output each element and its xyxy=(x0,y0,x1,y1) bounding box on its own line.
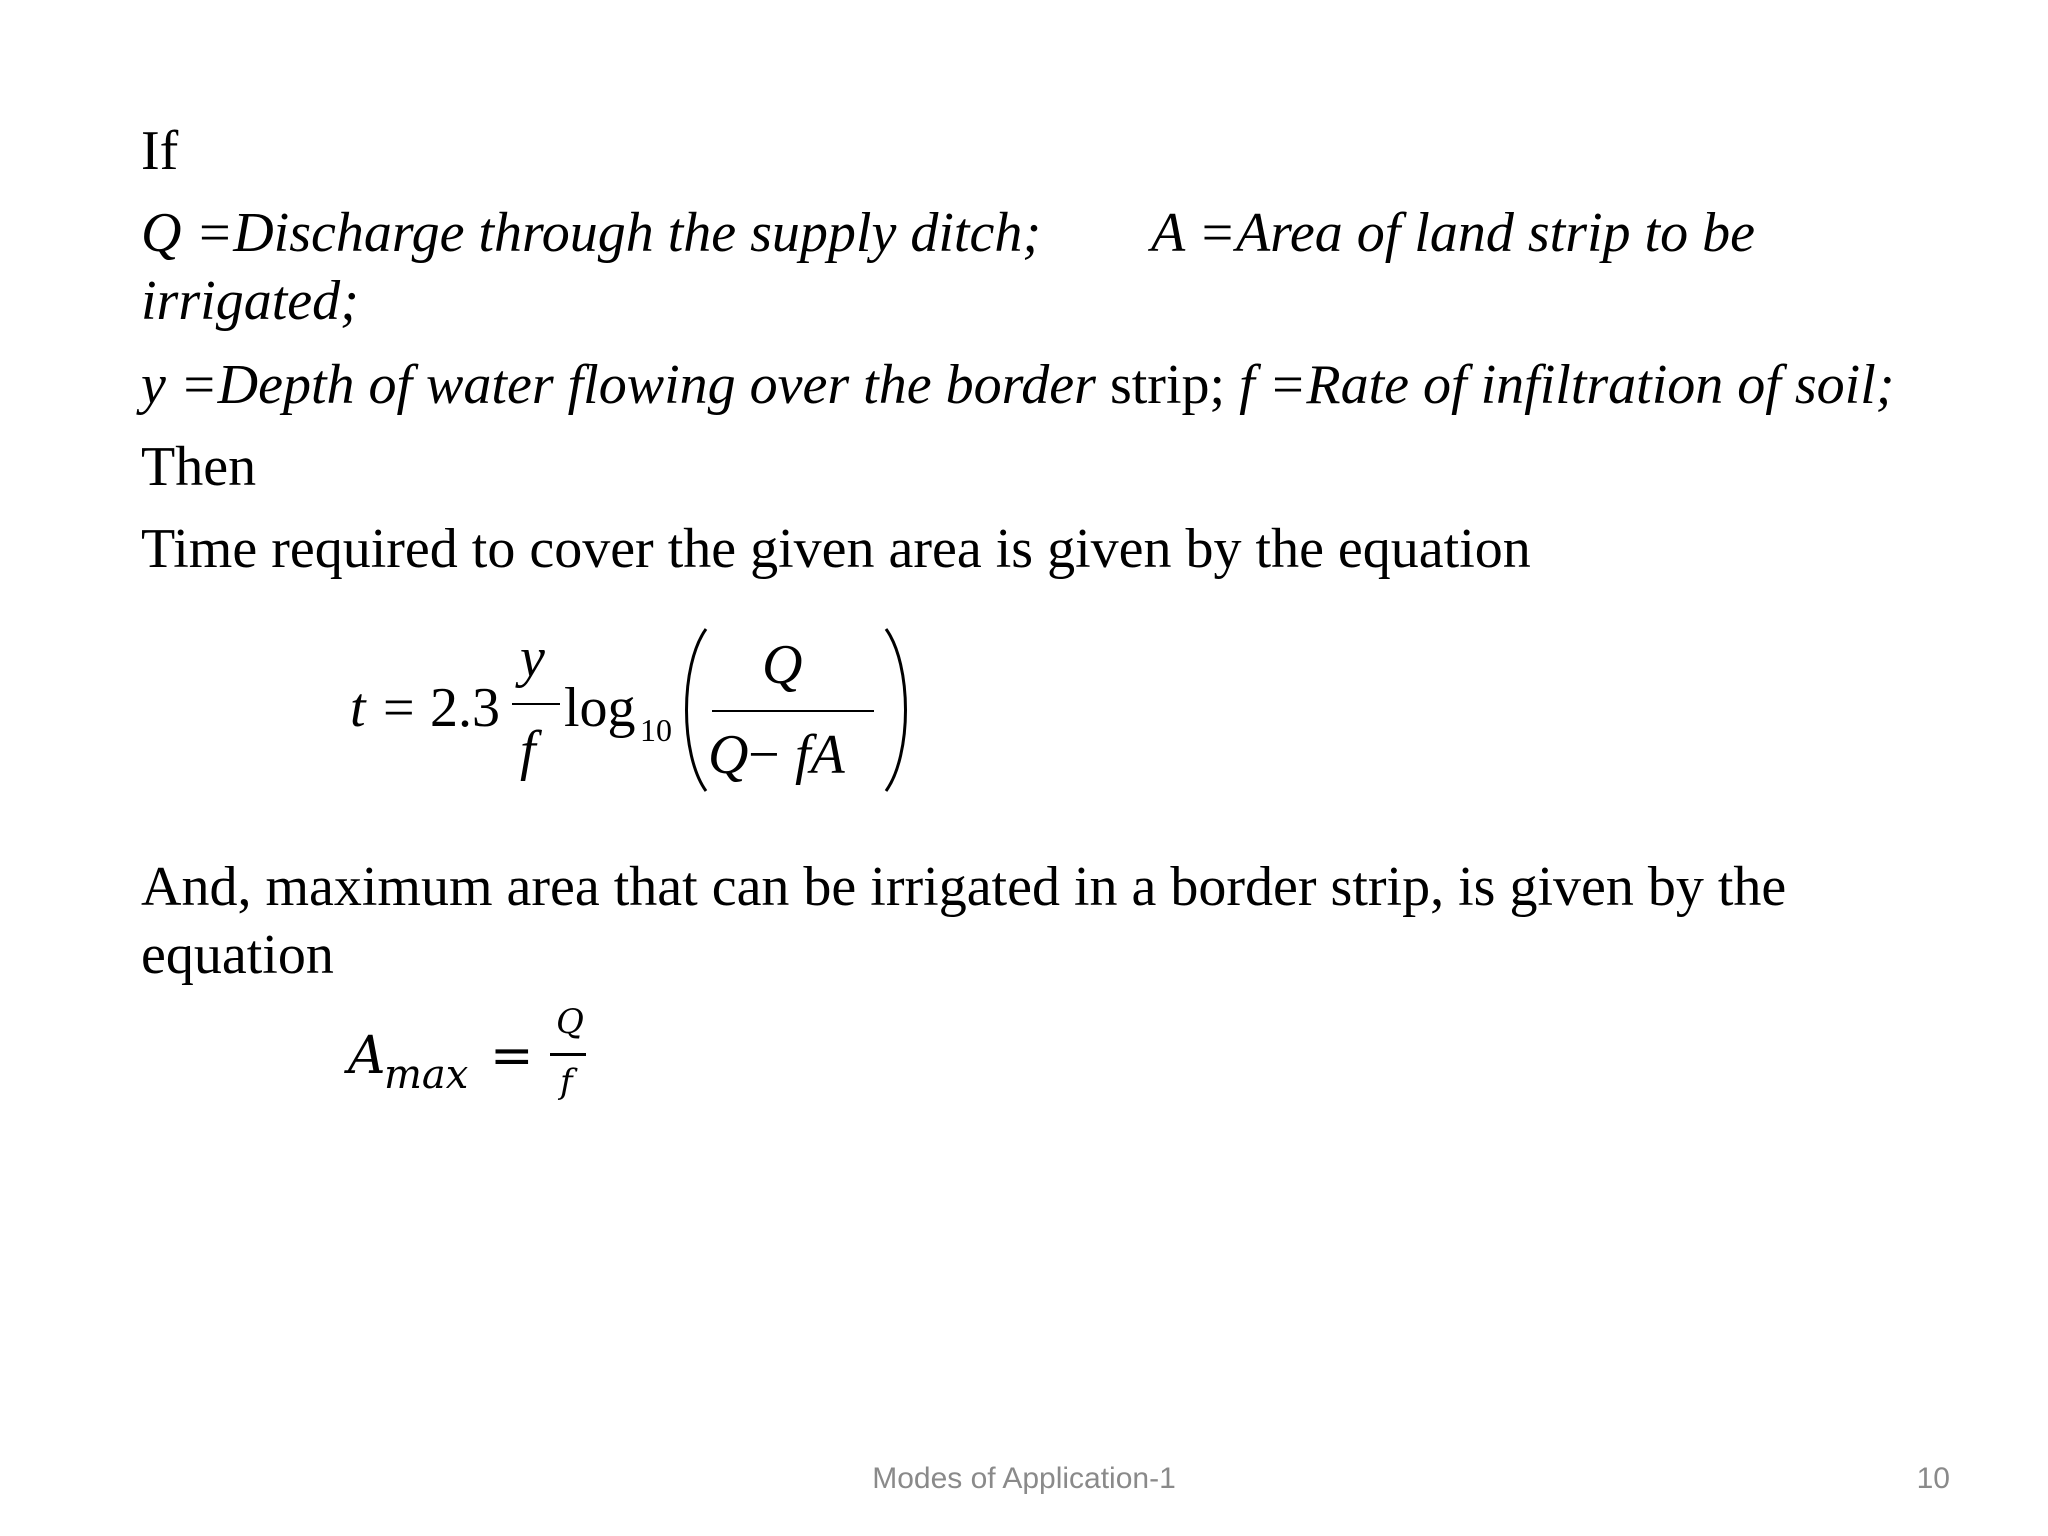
page-number: 10 xyxy=(1916,1462,1950,1495)
eq1-coefficient: 2.3 xyxy=(430,677,500,739)
text-then: Then xyxy=(141,436,257,498)
definition-a: A =Area of land strip to be xyxy=(1150,202,1755,264)
text-time-required: Time required to cover the given area is given by the equation xyxy=(141,518,1531,580)
definition-line-q-a xyxy=(141,200,1755,266)
text-equation: equation xyxy=(141,924,334,986)
definition-strip: strip; xyxy=(1095,354,1240,416)
text-if: If xyxy=(141,120,179,182)
eq1-log: log xyxy=(564,677,636,739)
eq1-left-paren xyxy=(676,625,712,795)
eq2-equals: = xyxy=(490,1026,534,1086)
eq2-a: A xyxy=(348,1026,386,1086)
eq2-fraction-bar xyxy=(550,1053,586,1056)
definition-f: f =Rate of infiltration of soil; xyxy=(1239,354,1895,416)
eq2-numerator-q: Q xyxy=(556,1002,584,1042)
eq1-denominator-q: Q xyxy=(708,724,749,786)
eq1-equals: = xyxy=(383,677,415,739)
eq1-t: t xyxy=(350,677,366,739)
eq2-subscript-max: max xyxy=(384,1052,469,1098)
equation-time xyxy=(350,625,920,795)
text-maximum-area: And, maximum area that can be irrigated in a border strip, is given by the xyxy=(141,856,1787,918)
eq1-log-base: 10 xyxy=(640,712,672,748)
eq1-denominator-f: f xyxy=(520,720,536,782)
definition-y: y =Depth of water flowing over the border xyxy=(141,354,1096,416)
eq1-fraction-bar-large xyxy=(712,710,874,712)
definition-line-y-f xyxy=(141,352,1894,418)
eq2-denominator-f: f xyxy=(560,1062,573,1102)
eq1-right-paren xyxy=(880,625,916,795)
eq1-numerator-q: Q xyxy=(762,634,803,696)
eq1-numerator-y: y xyxy=(520,627,545,689)
eq1-minus: − xyxy=(748,724,780,786)
equation-max-area xyxy=(348,1000,598,1130)
eq1-fraction-bar-small xyxy=(512,703,560,705)
footer-title: Modes of Application-1 xyxy=(872,1462,1176,1495)
definition-irrigated: irrigated; xyxy=(141,270,359,332)
eq1-denominator-fa: fA xyxy=(795,724,845,786)
definition-q: Q =Discharge through the supply ditch; xyxy=(141,202,1041,264)
